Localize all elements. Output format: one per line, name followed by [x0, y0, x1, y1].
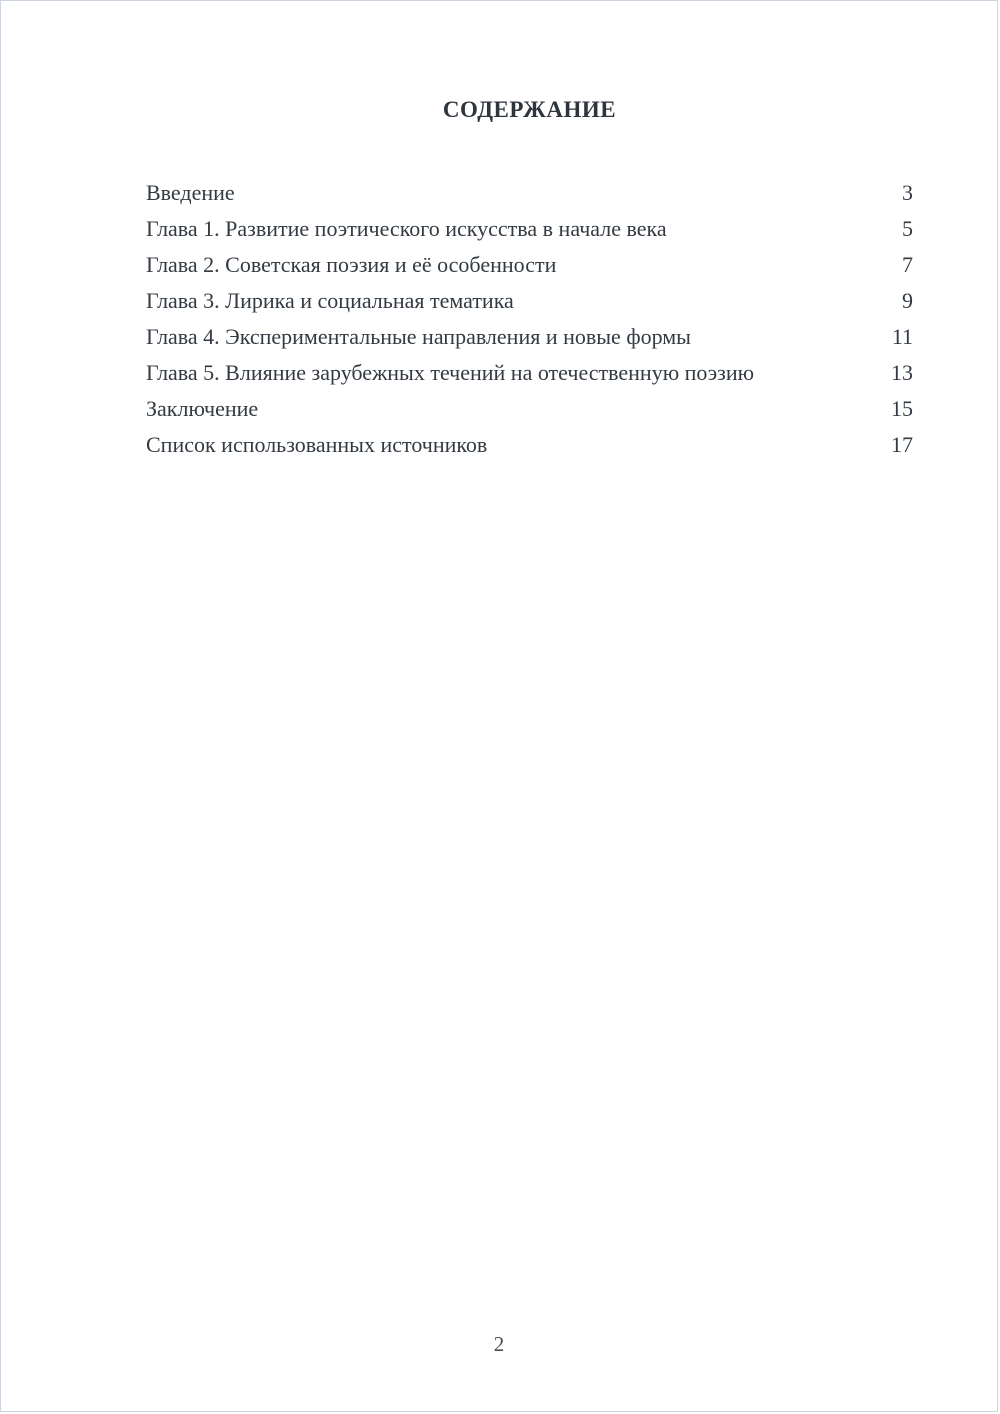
toc-entry-page: 5 — [902, 216, 913, 241]
toc-entry-page: 13 — [891, 360, 913, 385]
toc-entry-page: 11 — [891, 324, 913, 349]
toc-entry — [146, 247, 913, 283]
toc-entry-page: 3 — [902, 180, 913, 205]
toc-entry-label: Введение — [146, 180, 235, 205]
toc-entry — [146, 319, 913, 355]
toc-entry — [146, 175, 913, 211]
toc-entry-page: 7 — [902, 252, 913, 277]
toc-entry-label: Глава 5. Влияние зарубежных течений на отечественную поэзию — [146, 360, 755, 385]
toc-entry-label: Заключение — [146, 396, 259, 421]
toc-entry-page: 15 — [891, 396, 913, 421]
toc-entry-label: Глава 2. Советская поэзия и её особенности — [146, 252, 557, 277]
table-of-contents — [146, 175, 913, 463]
toc-entry-label: Список использованных источников — [146, 432, 488, 457]
page-title: СОДЕРЖАНИЕ — [442, 97, 617, 122]
toc-entry-label: Глава 4. Экспериментальные направления и новые формы — [146, 324, 691, 349]
toc-entry-page: 17 — [891, 432, 913, 457]
page-content — [1, 1, 997, 463]
toc-entry — [146, 211, 913, 247]
toc-entry-label: Глава 3. Лирика и социальная тематика — [146, 288, 514, 313]
toc-entry-label: Глава 1. Развитие поэтического искусства в начале века — [146, 216, 667, 241]
toc-entry — [146, 427, 913, 463]
footer-page-number: 2 — [493, 1332, 505, 1356]
toc-entry — [146, 391, 913, 427]
toc-entry — [146, 355, 913, 391]
toc-entry — [146, 283, 913, 319]
toc-entry-page: 9 — [902, 288, 913, 313]
